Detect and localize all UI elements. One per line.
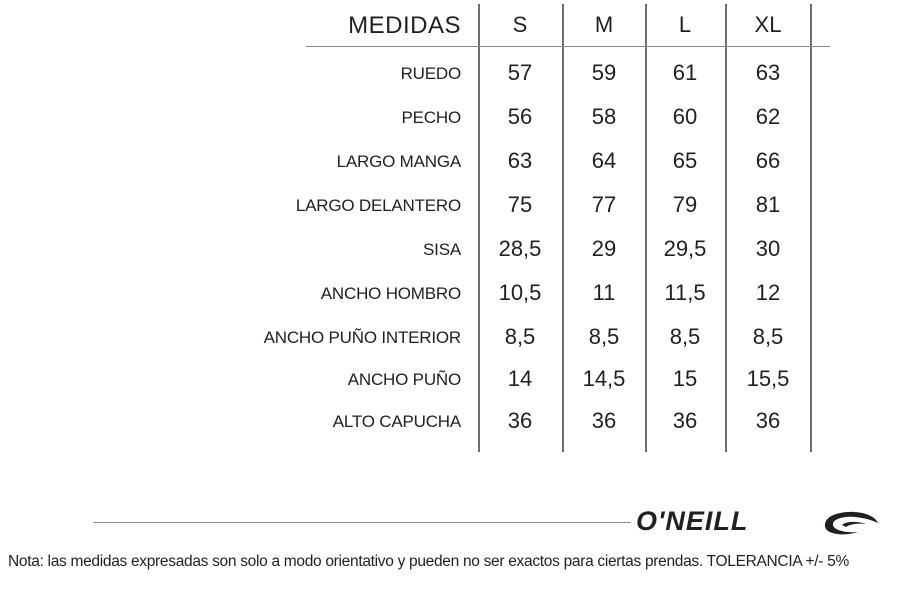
row-label: ANCHO HOMBRO <box>320 284 461 303</box>
table-cell: 14,5 <box>582 366 626 391</box>
table-cell: 63 <box>755 60 781 85</box>
row-label: RUEDO <box>400 64 461 83</box>
table-cell: 11 <box>592 280 616 305</box>
table-cell: 75 <box>507 192 533 217</box>
row-label: ALTO CAPUCHA <box>332 412 461 431</box>
table-cell: 64 <box>591 148 617 173</box>
table-cell: 12 <box>755 280 781 305</box>
table-cell: 15 <box>672 366 698 391</box>
table-cell: 61 <box>672 60 698 85</box>
row-label: ANCHO PUÑO <box>347 370 461 389</box>
brand-logo-text: O'NEILL <box>636 506 749 536</box>
wave-logo-icon <box>822 510 880 536</box>
table-cell: 66 <box>755 148 781 173</box>
row-label: LARGO MANGA <box>336 152 461 171</box>
column-divider <box>810 4 812 452</box>
table-cell: 79 <box>672 192 698 217</box>
table-cell: 36 <box>755 408 781 433</box>
header-label: MEDIDAS <box>348 12 461 39</box>
table-cell: 29,5 <box>663 236 707 261</box>
table-cell: 15,5 <box>746 366 790 391</box>
table-cell: 14 <box>507 366 533 391</box>
table-cell: 36 <box>672 408 698 433</box>
table-cell: 56 <box>507 104 533 129</box>
table-cell: 81 <box>755 192 781 217</box>
table-cell: 63 <box>507 148 533 173</box>
table-cell: 62 <box>755 104 781 129</box>
table-cell: 11,5 <box>664 280 706 305</box>
table-cell: 57 <box>507 60 533 85</box>
table-cell: 8,5 <box>588 324 620 349</box>
tolerance-note: Nota: las medidas expresadas son solo a modo orientativo y pueden no ser exactos para ciertas prendas. TOLERANCIA +/- 5% <box>8 553 849 570</box>
size-header-s: S <box>512 12 528 37</box>
table-cell: 29 <box>591 236 617 261</box>
table-cell: 28,5 <box>498 236 542 261</box>
table-cell: 30 <box>755 236 781 261</box>
header-divider <box>306 46 830 47</box>
row-label: ANCHO PUÑO INTERIOR <box>263 328 461 347</box>
footer-divider <box>93 522 631 523</box>
table-cell: 10,5 <box>498 280 542 305</box>
row-label: LARGO DELANTERO <box>295 196 461 215</box>
table-cell: 8,5 <box>752 324 784 349</box>
table-cell: 60 <box>672 104 698 129</box>
table-cell: 8,5 <box>504 324 536 349</box>
size-header-m: M <box>594 12 614 37</box>
table-cell: 59 <box>591 60 617 85</box>
size-header-xl: XL <box>754 12 782 37</box>
size-header-l: L <box>678 12 692 37</box>
table-cell: 8,5 <box>669 324 701 349</box>
table-cell: 36 <box>507 408 533 433</box>
table-cell: 58 <box>591 104 617 129</box>
table-cell: 77 <box>591 192 617 217</box>
row-label: PECHO <box>401 108 461 127</box>
table-cell: 65 <box>672 148 698 173</box>
table-cell: 36 <box>591 408 617 433</box>
row-label: SISA <box>423 240 461 259</box>
